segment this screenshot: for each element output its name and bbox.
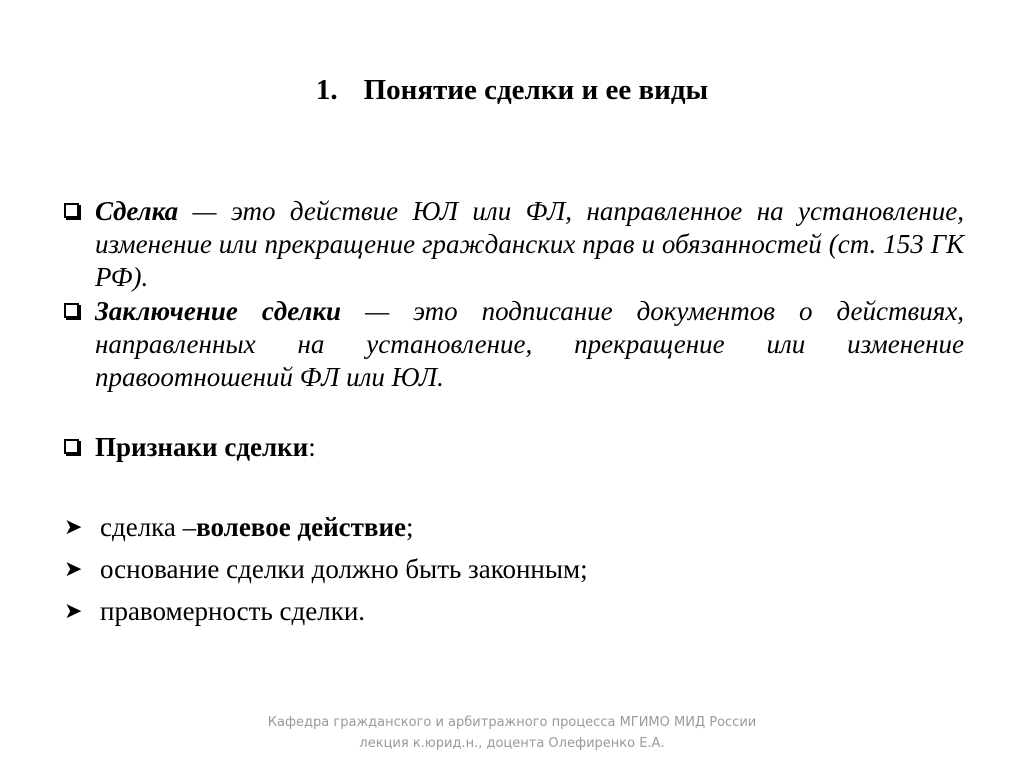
feature-bold: волевое действие	[196, 512, 406, 542]
title-text: Понятие сделки и ее виды	[363, 74, 709, 106]
features-heading: Признаки сделки	[95, 432, 309, 462]
arrowhead-icon: ➤	[64, 514, 83, 539]
list-item	[64, 506, 588, 548]
definition-conclusion: — это подписание документов о действиях, направленных на установление, прекращение или изменение правоотношений ФЛ или ЮЛ.	[95, 296, 964, 392]
feature-text: сделка –	[100, 512, 197, 542]
features-list	[64, 506, 588, 632]
definition-block-conclusion	[64, 295, 964, 394]
footer	[0, 712, 1024, 754]
feature-text: основание сделки должно быть законным;	[100, 554, 588, 584]
arrowhead-icon: ➤	[64, 556, 83, 581]
definition-deal: — это действие ЮЛ или ФЛ, направленное на установление, изменение или прекращение гражданских прав и обязанностей (ст. 153 ГК РФ).	[95, 196, 964, 292]
features-heading-colon: :	[308, 432, 316, 462]
footer-line-department: Кафедра гражданского и арбитражного процесса МГИМО МИД России	[267, 715, 757, 730]
footer-line-lecturer: лекция к.юрид.н., доцента Олефиренко Е.А.	[359, 736, 665, 751]
checkbox-square-icon	[64, 439, 79, 454]
definition-block-deal	[64, 195, 964, 294]
feature-suffix: ;	[406, 512, 414, 542]
checkbox-square-icon	[64, 303, 79, 318]
list-item	[64, 431, 964, 464]
title-number: 1.	[315, 74, 338, 106]
checkbox-square-icon	[64, 203, 79, 218]
list-item	[64, 295, 964, 394]
feature-text: правомерность сделки.	[100, 596, 366, 626]
term-conclusion: Заключение сделки	[95, 296, 342, 326]
arrowhead-icon: ➤	[64, 598, 83, 623]
list-item	[64, 548, 588, 590]
list-item	[64, 195, 964, 294]
term-deal: Сделка	[95, 196, 179, 226]
list-item	[64, 590, 588, 632]
features-heading-block	[64, 431, 964, 464]
page-title	[0, 72, 1024, 108]
